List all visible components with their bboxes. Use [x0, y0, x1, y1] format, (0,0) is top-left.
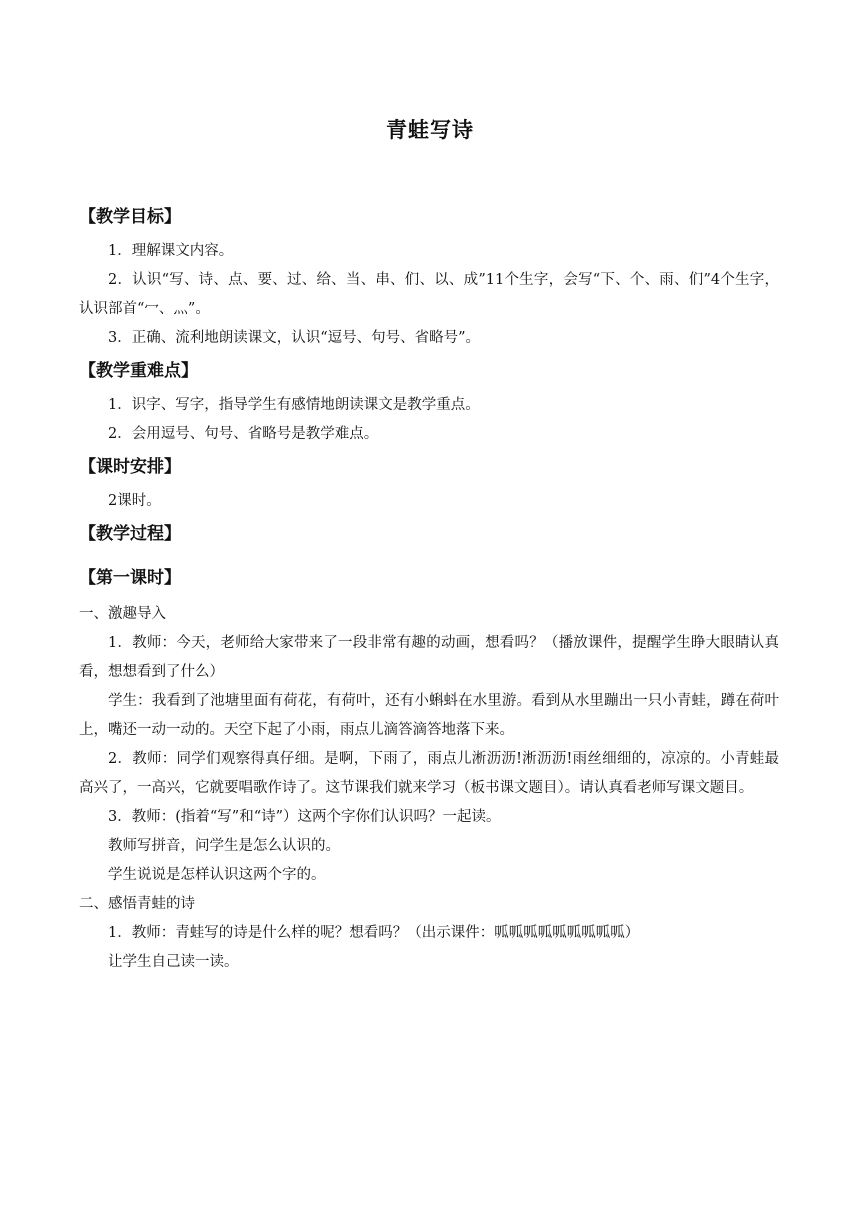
key-point-item: 1．识字、写字，指导学生有感情地朗读课文是教学重点。 [108, 397, 480, 413]
heading-goals: 【教学目标】 [79, 207, 181, 227]
schedule-text: 2课时。 [108, 493, 161, 509]
goal-item: 2．认识“写、诗、点、要、过、给、当、串、们、以、成”11个生字，会写“下、个、雨、们”4个生字，认识部首“冖、灬”。 [79, 272, 779, 317]
lesson-paragraph: 3．教师：(指着“写”和“诗”）这两个字你们认识吗？一起读。 [108, 809, 501, 825]
lesson-paragraph: 学生：我看到了池塘里面有荷花，有荷叶，还有小蝌蚪在水里游。看到从水里蹦出一只小青蛙，蹲在荷叶上，嘴还一动一动的。天空下起了小雨，雨点儿滴答滴答地落下来。 [79, 693, 779, 738]
lesson-paragraph: 学生说说是怎样认识这两个字的。 [108, 867, 326, 883]
heading-process: 【教学过程】 [79, 524, 181, 544]
lesson-paragraph: 1．教师：青蛙写的诗是什么样的呢？想看吗？（出示课件：呱呱呱呱呱呱呱呱呱） [108, 925, 640, 941]
goal-item: 1．理解课文内容。 [108, 243, 234, 259]
heading-key-points: 【教学重难点】 [79, 361, 198, 381]
lesson-paragraph: 1．教师：今天，老师给大家带来了一段非常有趣的动画，想看吗？（播放课件，提醒学生睁大眼睛认真看，想想看到了什么） [79, 635, 779, 680]
heading-schedule: 【课时安排】 [79, 457, 181, 477]
document-body [79, 205, 779, 977]
lesson-paragraph: 教师写拼音，问学生是怎么认识的。 [108, 838, 340, 854]
lesson-paragraph: 2．教师：同学们观察得真仔细。是啊，下雨了，雨点儿淅沥沥!淅沥沥!雨丝细细的，凉凉的。小青蛙最高兴了，一高兴，它就要唱歌作诗了。这节课我们就来学习（板书课文题目）。请认真看老师写课文题目。 [79, 751, 779, 796]
lesson-paragraph: 让学生自己读一读。 [108, 954, 239, 970]
document-title: 青蛙写诗 [386, 118, 474, 142]
key-point-item: 2．会用逗号、句号、省略号是教学难点。 [108, 426, 379, 442]
part2-title: 二、感悟青蛙的诗 [79, 896, 195, 912]
part1-title: 一、激趣导入 [79, 606, 166, 622]
goal-item: 3．正确、流利地朗读课文，认识“逗号、句号、省略号”。 [108, 330, 481, 346]
heading-lesson1: 【第一课时】 [79, 568, 181, 588]
